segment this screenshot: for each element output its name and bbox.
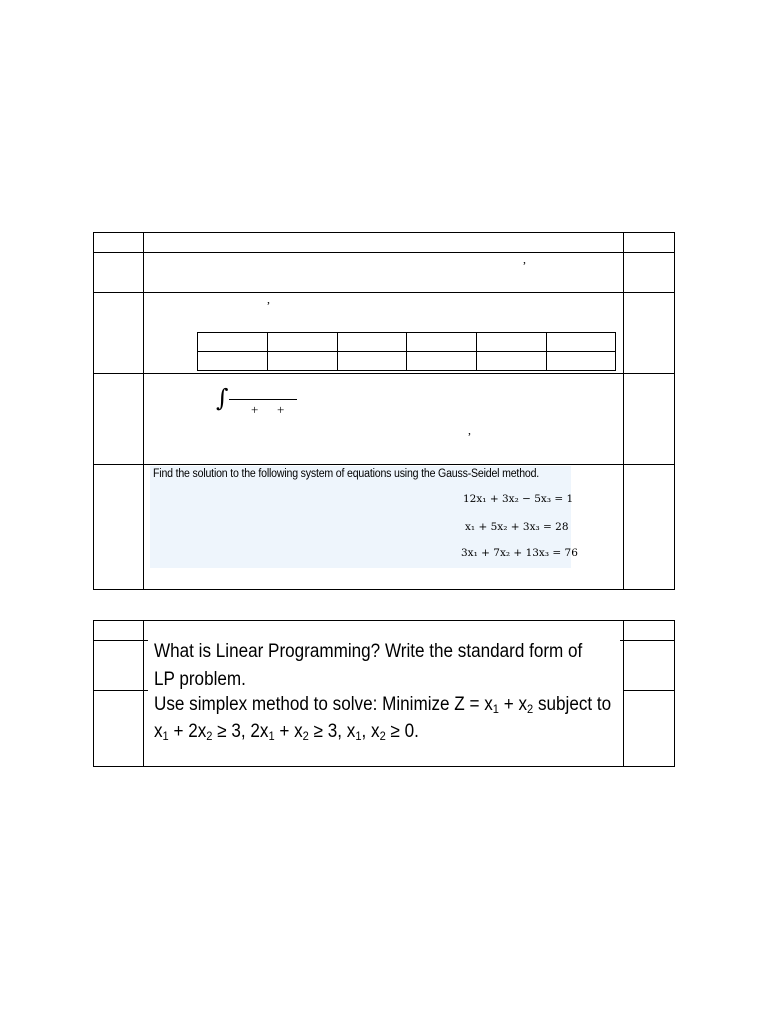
equation-1: 12x₁ + 3x₂ − 5x₃ = 1 — [463, 493, 574, 505]
inner-table-col-line — [197, 332, 198, 370]
table1-row-divider — [93, 464, 675, 465]
table2-col-divider — [623, 620, 624, 766]
inner-table-col-line — [337, 332, 338, 370]
table1-row-divider — [93, 292, 675, 293]
stray-comma: , — [523, 252, 526, 266]
inner-table-col-line — [615, 332, 616, 370]
lp-question-2-line-2: $x_1 + 2x_2 \ge 3$, $2x_1 + x_2 \ge 3$, $x_1$, $x_2 \ge 0$. — [154, 721, 419, 743]
stray-comma: , — [468, 423, 471, 437]
table2-row-divider — [93, 690, 148, 691]
inner-table-col-line — [267, 332, 268, 370]
table1-border-left — [93, 232, 94, 589]
integral-sign: ∫ — [216, 384, 229, 412]
inner-table-border-bottom — [197, 370, 616, 371]
table2-row-divider — [623, 690, 675, 691]
table1-row-divider — [93, 373, 675, 374]
table1-col-divider — [143, 232, 144, 589]
table2-border-bottom — [93, 766, 675, 767]
equation-2: x₁ + 5x₂ + 3x₃ = 28 — [465, 521, 569, 533]
lp-question-1-line-2: LP problem. — [154, 669, 246, 690]
stray-comma: , — [267, 292, 270, 306]
plus-sign: + — [251, 402, 259, 417]
gauss-seidel-prompt: Find the solution to the following system of equations using the Gauss-Seidel method. — [153, 468, 540, 480]
table1-border-bottom — [93, 589, 675, 590]
table2-col-divider — [143, 620, 144, 766]
fraction-bar — [229, 399, 297, 400]
table1-row-divider — [93, 252, 675, 253]
gauss-seidel-question — [150, 466, 578, 568]
table2-border-right — [674, 620, 675, 766]
table1-border-right — [674, 232, 675, 589]
lp-question-1-line-1: What is Linear Programming? Write the standard form of — [154, 641, 583, 662]
inner-table-col-line — [476, 332, 477, 370]
plus-sign: + — [277, 402, 285, 417]
table2-row-divider — [93, 640, 148, 641]
table2-border-top — [93, 620, 675, 621]
inner-table-col-line — [406, 332, 407, 370]
table1-col-divider — [623, 232, 624, 589]
table2-border-left — [93, 620, 94, 766]
equation-3: 3x₁ + 7x₂ + 13x₃ = 76 — [461, 547, 578, 559]
lp-question-2-line-1: Use simplex method to solve: Minimize $Z = x_1 + x_2$ subject to — [154, 694, 612, 716]
inner-table-col-line — [546, 332, 547, 370]
table1-border-top — [93, 232, 675, 233]
